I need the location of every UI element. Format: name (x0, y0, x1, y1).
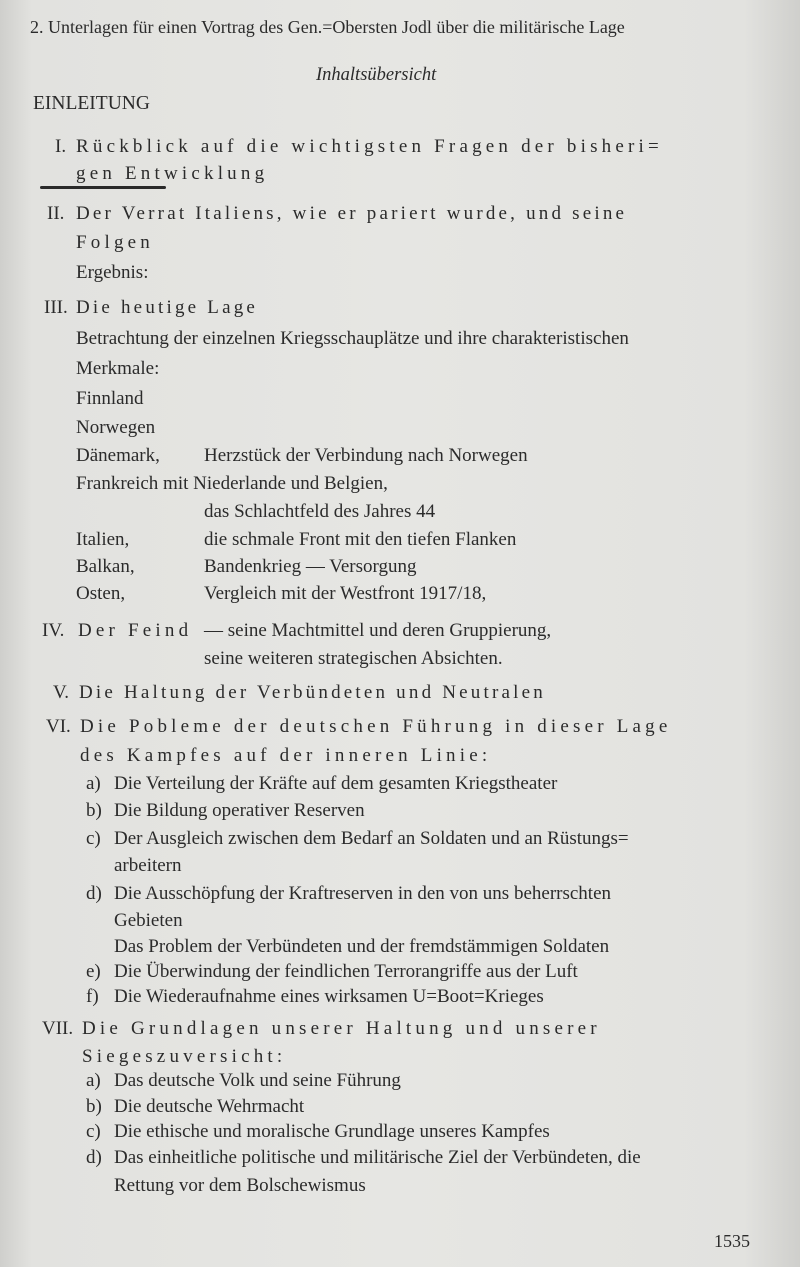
section-5-title: Die Haltung der Verbündeten und Neutralen (79, 682, 546, 703)
list-item-label: e) (86, 961, 101, 982)
list-item-note: Das Problem der Verbündeten und der fremdstämmigen Soldaten (114, 936, 610, 957)
section-4-title-cont: — seine Machtmittel und deren Gruppierung, (204, 620, 552, 641)
list-item-label: c) (86, 1121, 101, 1142)
section-1-title: Rückblick auf die wichtigsten Fragen der bisheri= (76, 136, 663, 157)
section-2-number: II. (47, 203, 65, 224)
list-item: Die deutsche Wehrmacht (114, 1096, 305, 1117)
section-3-title: Die heutige Lage (76, 297, 259, 318)
list-item-label: a) (86, 773, 101, 794)
section-7-title: Die Grundlagen unserer Haltung und unserer (82, 1018, 601, 1039)
list-item-label: b) (86, 800, 102, 821)
list-item-label: a) (86, 1070, 101, 1091)
theater-name: Italien, (76, 529, 130, 550)
section-4-title: Der Feind (78, 620, 193, 641)
list-item: Die ethische und moralische Grundlage unseres Kampfes (114, 1121, 550, 1142)
section-2-title: Der Verrat Italiens, wie er pariert wurde, und seine (76, 203, 628, 224)
list-item-label: c) (86, 828, 101, 849)
section-7-title-cont: Siegeszuversicht: (82, 1046, 287, 1067)
section-3-description-cont: Merkmale: (76, 358, 160, 379)
toc-heading: Inhaltsübersicht (316, 65, 437, 85)
theater-note: die schmale Front mit den tiefen Flanken (204, 529, 517, 550)
list-item-cont: Rettung vor dem Bolschewismus (114, 1175, 366, 1196)
intro-heading: EINLEITUNG (33, 93, 150, 114)
section-5-number: V. (53, 682, 70, 703)
list-item-cont: arbeitern (114, 855, 182, 876)
list-item: Der Ausgleich zwischen dem Bedarf an Soldaten und an Rüstungs= (114, 828, 629, 849)
section-2-result: Ergebnis: (76, 262, 149, 283)
list-item: Das einheitliche politische und militärische Ziel der Verbündeten, die (114, 1147, 641, 1168)
list-item: Das deutsche Volk und seine Führung (114, 1070, 401, 1091)
page-number: 1535 (714, 1231, 750, 1251)
theater-name: Norwegen (76, 417, 156, 438)
section-1-number: I. (55, 136, 67, 157)
list-item: Die Ausschöpfung der Kraftreserven in den von uns beherrschten (114, 883, 612, 904)
section-3-description: Betrachtung der einzelnen Kriegsschauplätze und ihre charakteristischen (76, 328, 629, 349)
list-item: Die Verteilung der Kräfte auf dem gesamten Kriegstheater (114, 773, 558, 794)
section-4-title-cont2: seine weiteren strategischen Absichten. (204, 648, 503, 669)
theater-name: Dänemark, (76, 445, 160, 466)
theater-note: Vergleich mit der Westfront 1917/18, (204, 583, 487, 604)
list-item: Die Bildung operativer Reserven (114, 800, 365, 821)
list-item-label: d) (86, 883, 102, 904)
underline-mark (40, 186, 166, 189)
section-2-title-cont: Folgen (76, 232, 154, 253)
theater-name: Osten, (76, 583, 126, 604)
section-6-number: VI. (46, 716, 71, 737)
theater-name: Finnland (76, 388, 144, 409)
section-6-title: Die Pobleme der deutschen Führung in dieser Lage (80, 716, 672, 737)
list-item-label: f) (86, 986, 99, 1007)
page-header: 2. Unterlagen für einen Vortrag des Gen.=Obersten Jodl über die militärische Lage (30, 17, 625, 37)
list-item-label: b) (86, 1096, 102, 1117)
theater-note: Herzstück der Verbindung nach Norwegen (204, 445, 528, 466)
section-7-number: VII. (42, 1018, 74, 1039)
section-3-number: III. (44, 297, 68, 318)
theater-name: Balkan, (76, 556, 135, 577)
section-4-number: IV. (42, 620, 65, 641)
theater-name: Frankreich mit Niederlande und Belgien, (76, 473, 388, 494)
theater-note: das Schlachtfeld des Jahres 44 (204, 501, 436, 522)
section-1-title-cont: gen Entwicklung (76, 163, 269, 184)
list-item: Die Wiederaufnahme eines wirksamen U=Boot=Krieges (114, 986, 544, 1007)
theater-note: Bandenkrieg — Versorgung (204, 556, 417, 577)
list-item: Die Überwindung der feindlichen Terrorangriffe aus der Luft (114, 961, 578, 982)
list-item-label: d) (86, 1147, 102, 1168)
list-item-cont: Gebieten (114, 910, 183, 931)
section-6-title-cont: des Kampfes auf der inneren Linie: (80, 745, 492, 766)
